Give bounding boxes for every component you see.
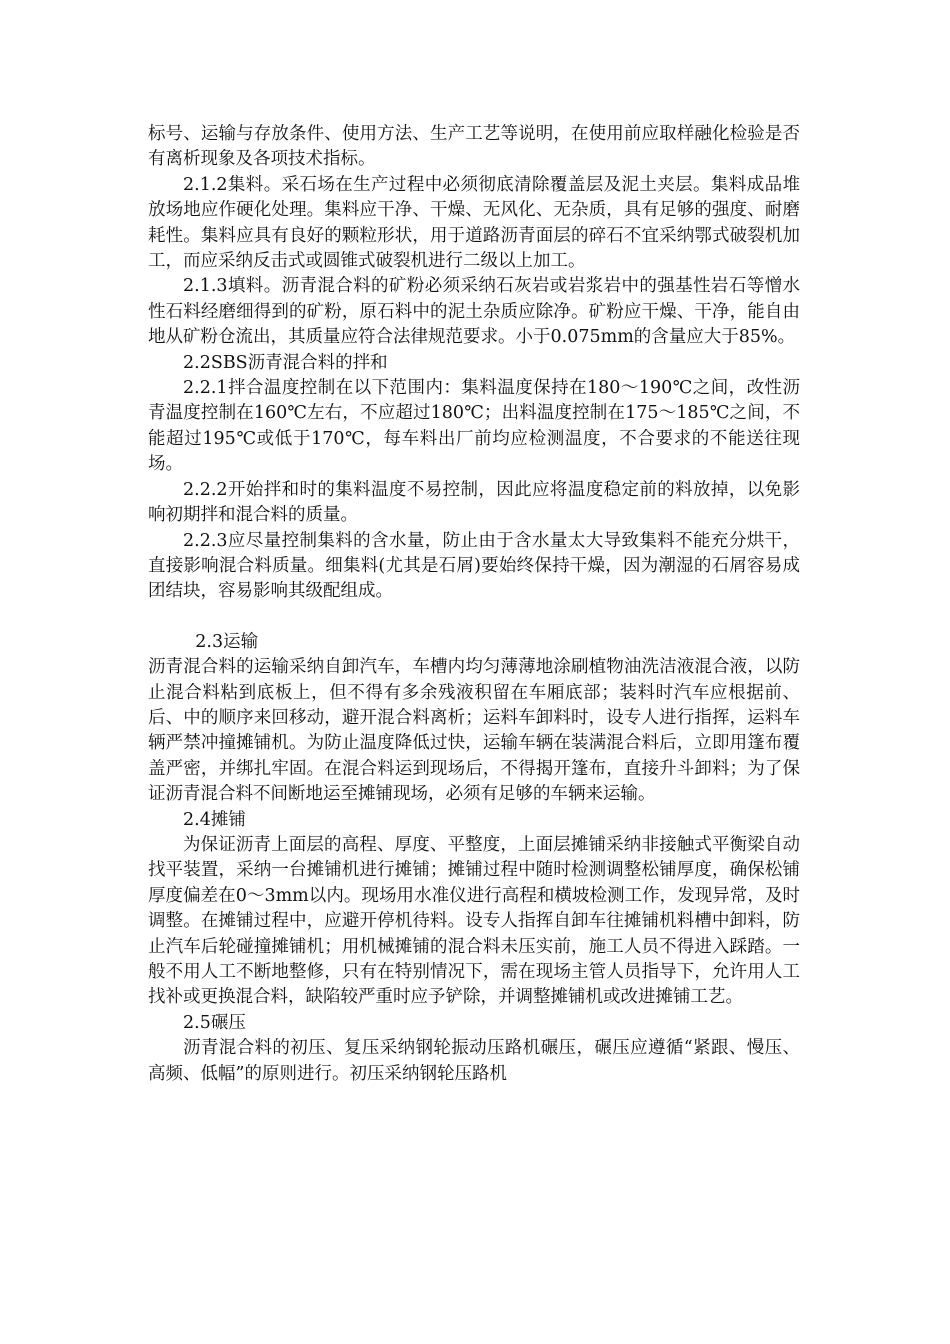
paragraph-filler: 2.1.3填料。沥青混合料的矿粉必须采纳石灰岩或岩浆岩中的强基性岩石等憎水性石料经磨细得到的矿粉，原石料中的泥土杂质应除净。矿粉应干燥、干净，能自由地从矿粉仓流出，其质量应符合法律规范要求。小于0.075mm的含量应大于85%。 xyxy=(148,276,800,348)
paragraph-mixing-start: 2.2.2开始拌和时的集料温度不易控制，因此应将温度稳定前的料放掉，以免影响初期拌和混合料的质量。 xyxy=(148,479,800,526)
heading-compaction: 2.5碾压 xyxy=(183,1012,246,1033)
paragraph-material-label: 标号、运输与存放条件、使用方法、生产工艺等说明，在使用前应取样融化检验是否有离析现象及各项技术指标。 xyxy=(148,124,800,170)
paragraph-spacer xyxy=(148,605,800,630)
paragraph-aggregate: 2.1.2集料。采石场在生产过程中必须彻底清除覆盖层及泥土夹层。集料成品堆放场地应作硬化处理。集料应干净、干燥、无风化、无杂质，具有足够的强度、耐磨耗性。集料应具有良好的颗粒形状，用于道路沥青面层的碎石不宜采纳鄂式破裂机加工，而应采纳反击式或圆锥式破裂机进行二级以上加工。 xyxy=(148,174,800,272)
heading-paving: 2.4摊铺 xyxy=(183,809,246,830)
paragraph-compaction: 沥青混合料的初压、复压采纳钢轮振动压路机碾压，碾压应遵循“紧跟、慢压、高频、低幅”的原则进行。初压采纳钢轮压路机 xyxy=(148,1038,800,1084)
paragraph-mixing-temperature: 2.2.1拌合温度控制在以下范围内：集料温度保持在180～190℃之间，改性沥青温度控制在160℃左右，不应超过180℃；出料温度控制在175～185℃之间，不能超过195℃或低于170℃，每车料出厂前均应检测温度，不合要求的不能送往现场。 xyxy=(148,378,800,475)
document-page xyxy=(148,122,800,1087)
heading-transport: 2.3运输 xyxy=(195,631,259,652)
paragraph-paving: 为保证沥青上面层的高程、厚度、平整度，上面层摊铺采纳非接触式平衡梁自动找平装置，采纳一台摊铺机进行摊铺；摊铺过程中随时检测调整松铺厚度，确保松铺厚度偏差在0～3mm以内。现场用水准仪进行高程和横坡检测工作，发现异常，及时调整。在摊铺过程中，应避开停机待料。设专人指挥自卸车往摊铺机料槽中卸料，防止汽车后轮碰撞摊铺机；用机械摊铺的混合料未压实前，施工人员不得进入踩踏。一般不用人工不断地整修，只有在特别情况下，需在现场主管人员指导下，允许用人工找补或更换混合料，缺陷较严重时应予铲除，并调整摊铺机或改进摊铺工艺。 xyxy=(148,834,800,1008)
paragraph-transport: 沥青混合料的运输采纳自卸汽车，车槽内均匀薄薄地涂刷植物油洗洁液混合液，以防止混合料粘到底板上，但不得有多余残液积留在车厢底部；装料时汽车应根据前、后、中的顺序来回移动，避开混合料离析；运料车卸料时，设专人进行指挥，运料车辆严禁冲撞摊铺机。为防止温度降低过快，运输车辆在装满混合料后，立即用篷布覆盖严密，并绑扎牢固。在混合料运到现场后，不得揭开篷布，直接升斗卸料；为了保证沥青混合料不间断地运至摊铺现场，必须有足够的车辆来运输。 xyxy=(148,657,800,805)
paragraph-moisture-control: 2.2.3应尽量控制集料的含水量，防止由于含水量太大导致集料不能充分烘干，直接影响混合料质量。细集料(尤其是石屑)要始终保持干燥，因为潮湿的石屑容易成团结块，容易影响其级配组成。 xyxy=(148,530,800,602)
heading-mixing: 2.2SBS沥青混合料的拌和 xyxy=(183,352,388,373)
